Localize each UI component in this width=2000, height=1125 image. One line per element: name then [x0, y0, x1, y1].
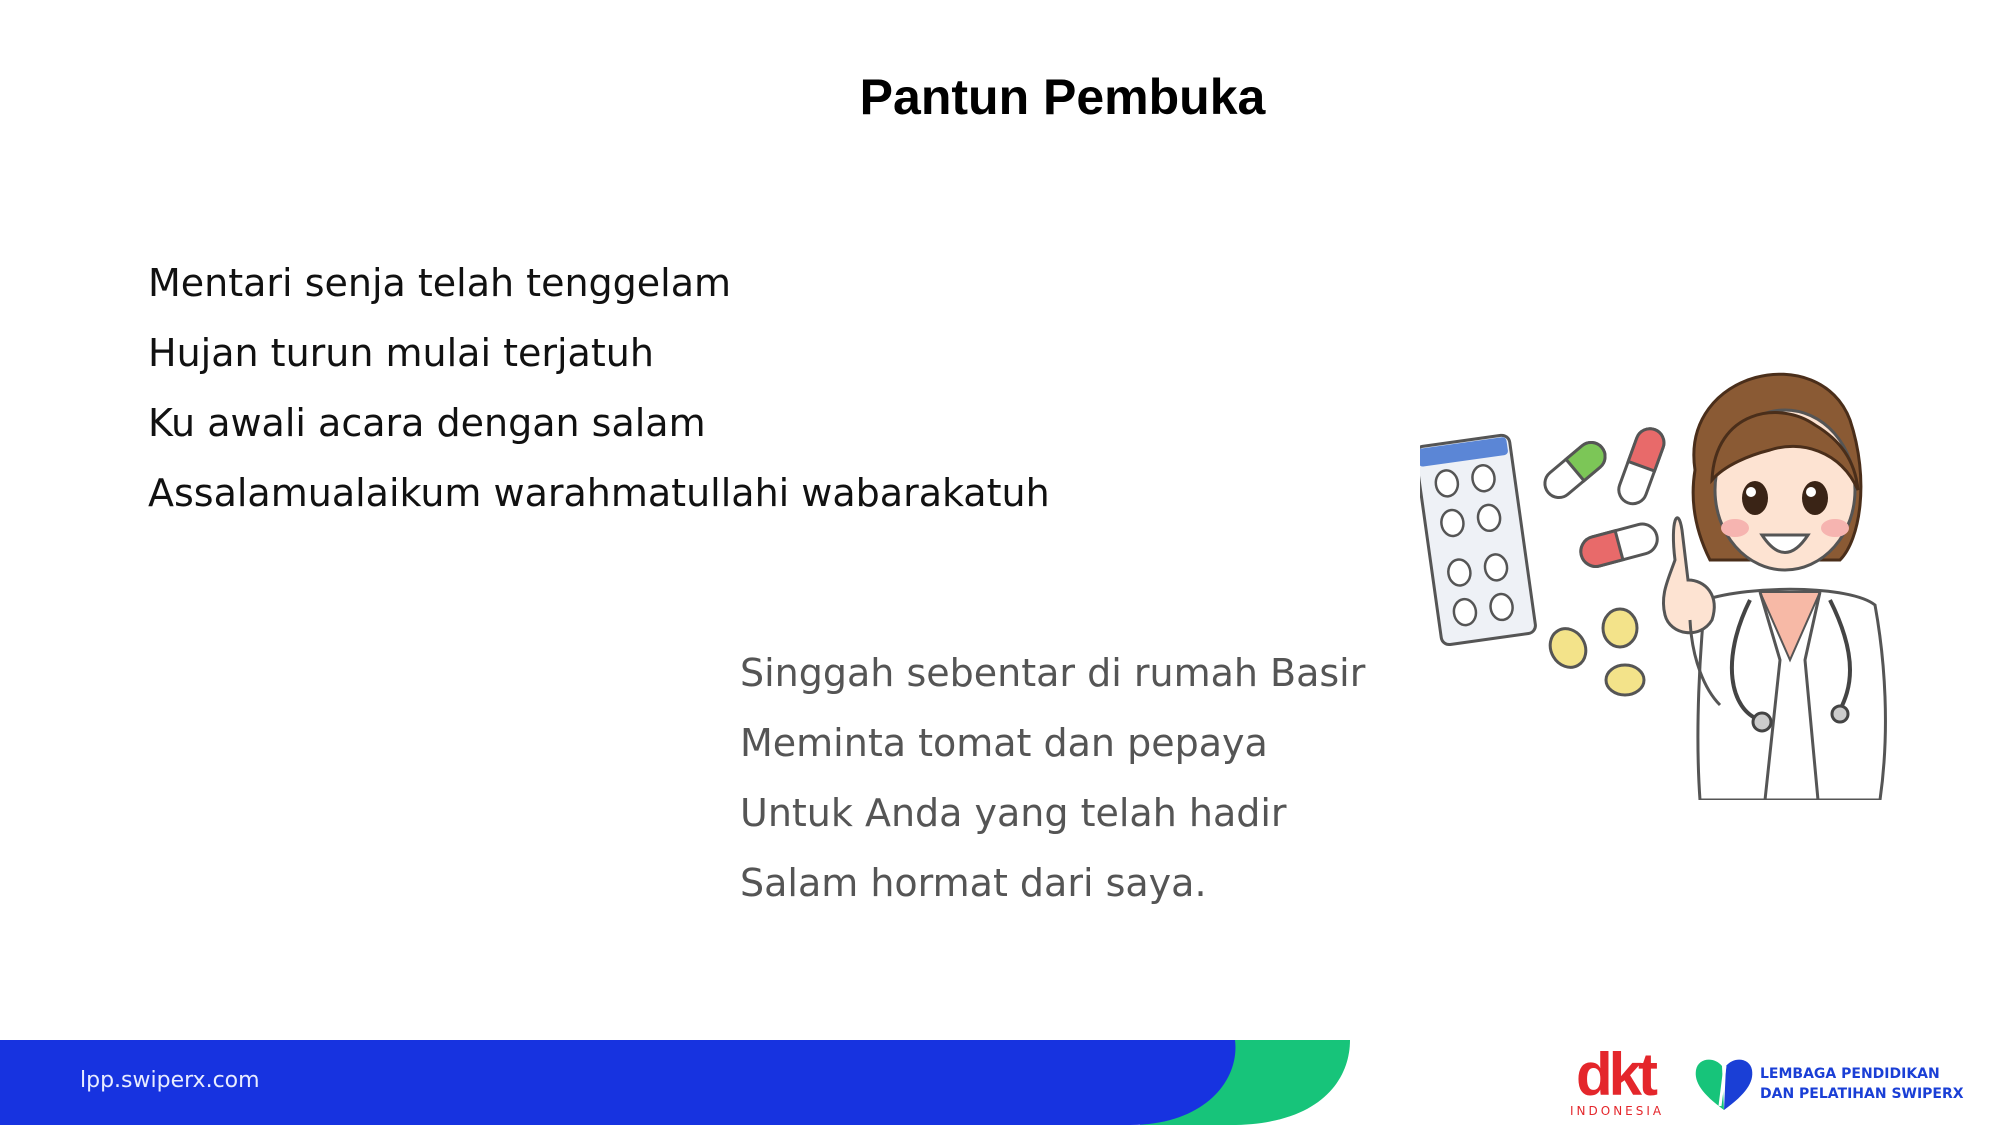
- dkt-logo-text: dkt: [1576, 1041, 1654, 1108]
- stanza-1-line: Assalamualaikum warahmatullahi wabarakatuh: [148, 471, 1050, 515]
- footer-url-link[interactable]: lpp.swiperx.com: [80, 1068, 260, 1093]
- swiperx-logo-line-1: LEMBAGA PENDIDIKAN: [1760, 1066, 1940, 1082]
- pantun-stanza-2: [740, 638, 1365, 918]
- stanza-2-line: Salam hormat dari saya.: [740, 861, 1207, 905]
- swiperx-logo-text: [1760, 1064, 1964, 1104]
- capsule-icon: [1539, 425, 1668, 570]
- stanza-2-line: Singgah sebentar di rumah Basir: [740, 651, 1366, 695]
- stanza-2-line: Untuk Anda yang telah hadir: [740, 791, 1287, 835]
- stanza-1-line: Ku awali acara dengan salam: [148, 401, 706, 445]
- stanza-1-line: Hujan turun mulai terjatuh: [148, 331, 654, 375]
- blister-pack-icon: [1420, 434, 1536, 645]
- stanza-2-line: Meminta tomat dan pepaya: [740, 721, 1268, 765]
- heart-logo-icon: [1692, 1054, 1756, 1114]
- dkt-logo: [1570, 1041, 1665, 1122]
- swiperx-logo-line-2: DAN PELATIHAN SWIPERX: [1760, 1086, 1964, 1102]
- slide-title: Pantun Pembuka: [859, 69, 1266, 125]
- tablet-icon: [1543, 609, 1644, 695]
- pharmacist-figure: [1663, 374, 1885, 800]
- stanza-1-line: Mentari senja telah tenggelam: [148, 261, 732, 305]
- pantun-stanza-1: [148, 248, 1050, 528]
- pharmacist-illustration: [1420, 330, 1900, 800]
- swiperx-logo: [1692, 1054, 1972, 1114]
- dkt-logo-subtitle: INDONESIA: [1570, 1104, 1665, 1118]
